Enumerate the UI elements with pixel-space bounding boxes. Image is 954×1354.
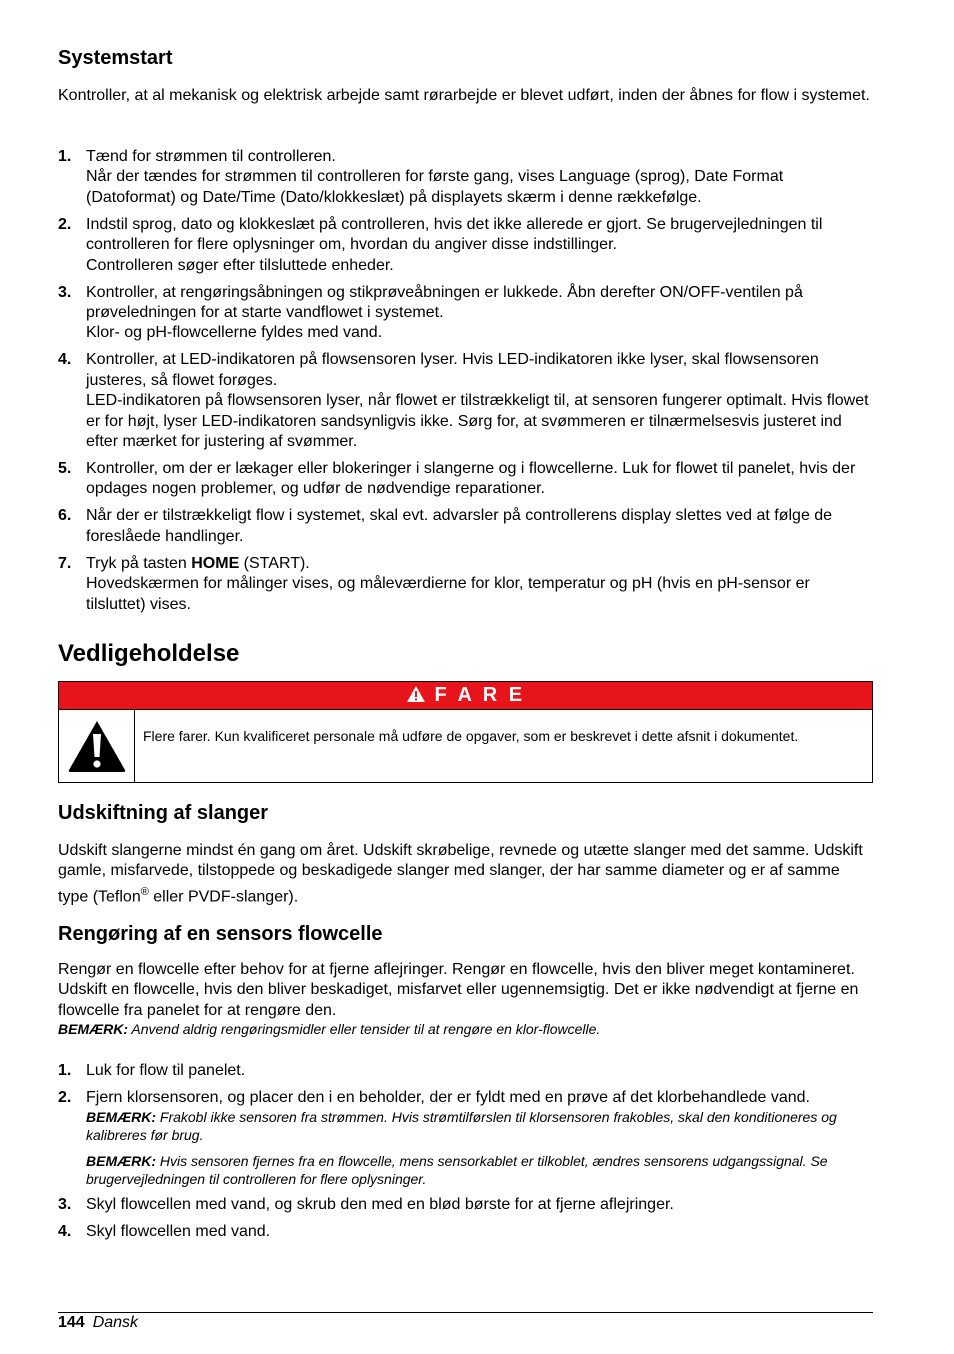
danger-header	[59, 682, 872, 710]
list-item: 3. Kontroller, at rengøringsåbningen og stikprøveåbningen er lukkede. Åbn derefter ON/OFF-ventilen på prøveledningen for at starte vandflowet i systemet. Klor- og pH-flowcellerne fyldes med vand.	[58, 283, 803, 342]
list-item: 2. Indstil sprog, dato og klokkeslæt på controlleren, hvis det ikke allerede er gjort. Se brugervejledningen til controlleren for flere oplysninger om, hvordan du angiver disse indstillinger. Controlleren søger efter tilsluttede enheder.	[58, 215, 823, 274]
list-item: 1. Tænd for strømmen til controlleren. Når der tændes for strømmen til controlleren for første gang, vises Language (sprog), Date Format (Datoformat) og Date/Time (Dato/klokkeslæt) på displayets skærm i denne rækkefølge.	[58, 148, 784, 206]
warning-symbol-icon	[59, 710, 135, 782]
heading-vedligeholdelse: Vedligeholdelse	[58, 640, 240, 667]
step-note: BEMÆRK: Hvis sensoren fjernes fra en flowcelle, mens sensorkablet er tilkoblet, ændres sensorens udgangssignal. Se brugervejledningen til controlleren for flere oplysninger.	[86, 1153, 828, 1188]
page-number: 144	[58, 1314, 85, 1331]
danger-label: F A R E	[434, 684, 526, 706]
list-item: 5. Kontroller, om der er lækager eller blokeringer i slangerne og i flowcellerne. Luk for flowet til panelet, hvis der opdages nogen problemer, og udfør de nødvendige reparationer.	[58, 460, 856, 498]
warning-triangle-icon	[406, 684, 435, 706]
list-item: 6. Når der er tilstrækkeligt flow i systemet, skal evt. advarsler på controllerens display slettes ved at følge de foreslåede handlinger.	[58, 507, 833, 545]
page-footer	[58, 1313, 138, 1333]
list-item: 7. Tryk på tasten HOME (START). Hovedskærmen for målinger vises, og måleværdierne for klor, temperatur og pH (hvis en pH-sensor er tilsluttet) vises.	[58, 554, 810, 613]
danger-text: Flere farer. Kun kvalificeret personale må udføre de opgaver, som er beskrevet i dette afsnit i dokumentet.	[143, 728, 799, 744]
systemstart-intro: Kontroller, at al mekanisk og elektrisk arbejde samt rørarbejde er blevet udført, inden der åbnes for flow i systemet.	[58, 87, 870, 104]
list-item: 4. Kontroller, at LED-indikatoren på flowsensoren lyser. Hvis LED-indikatoren ikke lyser, skal flowsensoren justeres, så flowet forøges. LED-indikatoren på flowsensoren lyser, når flowet er tilstrækkeligt til, at sensoren fungerer optimalt. Hvis flowet er for højt, lyser LED-indikatoren sandsynligvis ikke. Sørg for, at svømmeren er tilnærmelsesvis justeret ind efter mærket for justering af svømmer.	[58, 351, 869, 451]
list-item: 1. Luk for flow til panelet.	[58, 1062, 246, 1079]
footer-language: Dansk	[92, 1314, 139, 1331]
list-item: 3. Skyl flowcellen med vand, og skrub den med en blød børste for at fjerne aflejringer.	[58, 1196, 674, 1213]
slanger-text: Udskift slangerne mindst én gang om året. Udskift skrøbelige, revnede og utætte slanger med det samme. Udskift gamle, misfarvede, tilstoppede og beskadigede slanger med slanger, der har samme diameter og er af samme type (Teflon® eller PVDF-slanger).	[58, 842, 863, 906]
heading-udskiftning-slanger: Udskiftning af slanger	[58, 802, 269, 824]
heading-systemstart: Systemstart	[58, 47, 173, 69]
step-note: BEMÆRK: Frakobl ikke sensoren fra strømmen. Hvis strømtilførslen til klorsensoren frakobles, skal den konditioneres og kalibreres før brug.	[86, 1109, 837, 1144]
heading-rengoering-flowcelle: Rengøring af en sensors flowcelle	[58, 923, 383, 945]
list-item: 4. Skyl flowcellen med vand.	[58, 1223, 271, 1240]
flowcelle-note: BEMÆRK: Anvend aldrig rengøringsmidler eller tensider til at rengøre en klor-flowcelle.	[58, 1021, 601, 1037]
footer-divider	[58, 1312, 873, 1313]
flowcelle-intro: Rengør en flowcelle efter behov for at fjerne aflejringer. Rengør en flowcelle, hvis den bliver meget kontamineret. Udskift en flowcelle, hvis den bliver beskadiget, misfarvet eller ugennemsigtig. Det er ikke nødvendigt at fjerne en flowcelle fra panelet for at rengøre den.	[58, 961, 859, 1019]
home-key-label: HOME	[191, 554, 240, 572]
danger-box	[58, 681, 873, 783]
systemstart-steps	[58, 147, 873, 622]
flowcelle-steps	[58, 1061, 873, 1249]
list-item: 2. Fjern klorsensoren, og placer den i en beholder, der er fyldt med en prøve af det klorbehandlede vand. BEMÆRK: Frakobl ikke sensoren fra strømmen. Hvis strømtilførslen til klorsensoren frakobles, skal den konditioneres og kalibreres før brug. BEMÆRK: Hvis sensoren fjernes fra en flowcelle, mens sensorkablet er tilkoblet, ændres sensorens udgangssignal. Se brugervejledningen til controlleren for flere oplysninger.	[58, 1088, 873, 1188]
